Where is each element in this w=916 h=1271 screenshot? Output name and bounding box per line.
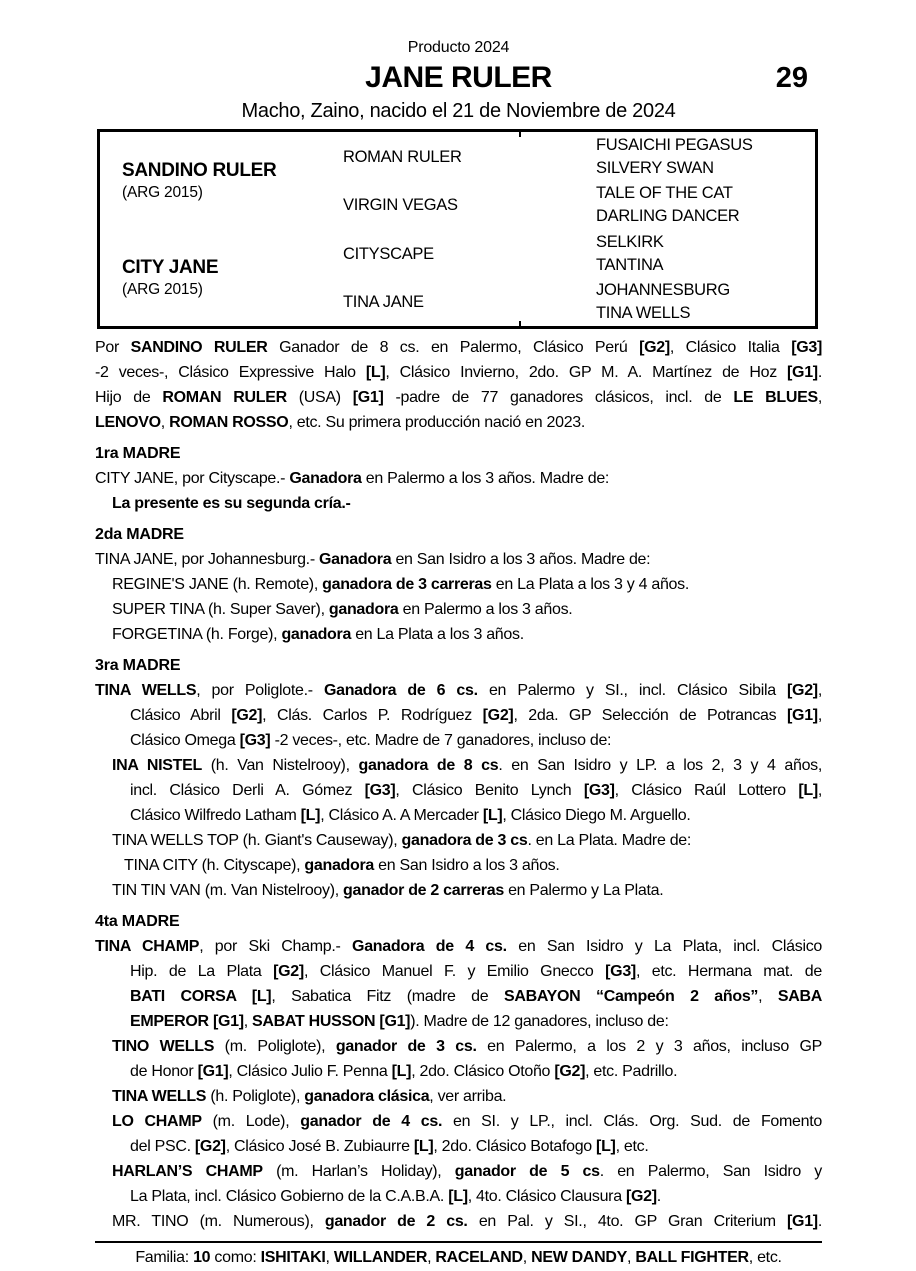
text-line bbox=[95, 360, 822, 385]
paragraph bbox=[95, 678, 822, 753]
great-grandparent-name: TALE OF THE CAT bbox=[596, 184, 733, 202]
text: , bbox=[243, 1013, 253, 1030]
bold-text: ROMAN ROSSO bbox=[169, 414, 289, 431]
paragraph bbox=[95, 547, 822, 647]
text-line bbox=[130, 984, 822, 1009]
family-line bbox=[95, 1245, 822, 1271]
great-grandparents bbox=[596, 278, 815, 326]
text: Hip. de La Plata bbox=[130, 963, 274, 980]
bold-text: [G2] bbox=[273, 963, 304, 980]
text: , Clásico Manuel F. y Emilio Gnecco bbox=[303, 963, 606, 980]
page-number: 29 bbox=[775, 62, 808, 94]
bold-text: Ganadora de 4 cs. bbox=[352, 938, 507, 955]
bold-text: LE BLUES bbox=[733, 389, 818, 406]
text: MR. TINO (m. Numerous), bbox=[112, 1213, 325, 1230]
bold-text: [G3] bbox=[239, 732, 271, 749]
text: en La Plata a los 3 y 4 años. bbox=[491, 576, 689, 593]
table-column-tick bbox=[519, 132, 521, 137]
text: como: bbox=[210, 1249, 261, 1266]
text: CITY JANE, por Cityscape.- bbox=[95, 470, 290, 487]
bold-text: TINO WELLS bbox=[112, 1038, 215, 1055]
text: en San Isidro a los 3 años. Madre de: bbox=[391, 551, 651, 568]
text-line bbox=[95, 678, 822, 703]
bold-text: [L] bbox=[391, 1063, 412, 1080]
bold-text: ganador de 2 carreras bbox=[343, 882, 504, 899]
text-line bbox=[130, 1009, 822, 1034]
bold-text: TINA WELLS bbox=[95, 682, 197, 699]
bold-text: LO CHAMP bbox=[112, 1113, 202, 1130]
text: , bbox=[817, 782, 822, 799]
great-grandparent-name: SILVERY SWAN bbox=[596, 159, 714, 177]
bold-text: WILLANDER bbox=[333, 1249, 428, 1266]
text: del PSC. bbox=[130, 1138, 195, 1155]
granddam-name: TINA JANE bbox=[343, 292, 424, 311]
text: , 2da. GP Selección de Potrancas bbox=[513, 707, 788, 724]
bold-text: SANDINO RULER bbox=[130, 339, 268, 356]
horse-description: Macho, Zaino, nacido el 21 de Noviembre de 2024 bbox=[241, 100, 676, 122]
section-heading: 2da MADRE bbox=[95, 526, 184, 543]
text: , etc. Padrillo. bbox=[585, 1063, 678, 1080]
dam-row bbox=[100, 229, 815, 326]
bold-text: [G1] bbox=[787, 1213, 818, 1230]
text: , etc. bbox=[615, 1138, 649, 1155]
text: en Palermo a los 3 años. bbox=[398, 601, 573, 618]
dam-origin: (ARG 2015) bbox=[122, 281, 203, 298]
page-content bbox=[95, 0, 822, 1271]
text: Clásico Wilfredo Latham bbox=[130, 807, 301, 824]
text-line bbox=[112, 597, 822, 622]
bold-text: SABAYON “Campeón 2 años” bbox=[503, 988, 759, 1005]
text-line bbox=[130, 778, 822, 803]
paragraph bbox=[95, 1109, 822, 1159]
text: , ver arriba. bbox=[429, 1088, 507, 1105]
sire-row bbox=[100, 132, 815, 229]
bold-text: INA NISTEL bbox=[112, 757, 202, 774]
bold-text: [G3] bbox=[605, 963, 636, 980]
text: , 4to. Clásico Clausura bbox=[467, 1188, 626, 1205]
paragraph bbox=[95, 1084, 822, 1109]
great-grandparent-name: SELKIRK bbox=[596, 233, 664, 251]
text-line bbox=[112, 1209, 822, 1234]
bold-text: HARLAN’S CHAMP bbox=[112, 1163, 263, 1180]
paragraph bbox=[95, 466, 822, 516]
text: TINA WELLS TOP (h. Giant's Causeway), bbox=[112, 832, 402, 849]
great-grandparent-name: JOHANNESBURG bbox=[596, 281, 730, 299]
text: , bbox=[427, 1249, 436, 1266]
text: , Clásico Invierno, 2do. GP M. A. Martínez de Hoz bbox=[385, 364, 788, 381]
bold-text: ganador de 2 cs. bbox=[324, 1213, 468, 1230]
text: . bbox=[656, 1188, 661, 1205]
paragraph bbox=[95, 1034, 822, 1084]
paragraph bbox=[95, 335, 822, 435]
text-line bbox=[112, 572, 822, 597]
great-grandparent-name: FUSAICHI PEGASUS bbox=[596, 136, 753, 154]
paragraph bbox=[95, 1159, 822, 1209]
text: Clásico Abril bbox=[130, 707, 232, 724]
text-line bbox=[112, 753, 822, 778]
text: , Clásico Julio F. Penna bbox=[228, 1063, 392, 1080]
text-line bbox=[124, 853, 822, 878]
text: , Clásico Italia bbox=[669, 339, 792, 356]
bold-text: [G3] bbox=[791, 339, 822, 356]
bold-text: NEW DANDY bbox=[531, 1249, 628, 1266]
text-line bbox=[130, 1059, 822, 1084]
bold-text: [G3] bbox=[583, 782, 615, 799]
producto-label: Producto 2024 bbox=[407, 39, 510, 56]
great-grandparents bbox=[596, 133, 815, 181]
dam-cell bbox=[100, 230, 343, 326]
text-line bbox=[130, 1184, 822, 1209]
great-grandparents bbox=[596, 181, 815, 229]
text: -padre de 77 ganadores clásicos, incl. de bbox=[383, 389, 734, 406]
bold-text: [G2] bbox=[231, 707, 263, 724]
paragraph bbox=[95, 934, 822, 1034]
section-heading: 4ta MADRE bbox=[95, 913, 180, 930]
great-grandparent-name: TINA WELLS bbox=[596, 304, 691, 322]
text: FORGETINA (h. Forge), bbox=[112, 626, 282, 643]
dam-name: CITY JANE bbox=[122, 257, 219, 278]
text-line bbox=[112, 828, 822, 853]
paragraph bbox=[95, 828, 822, 903]
text: , Clásico Diego M. Arguello. bbox=[502, 807, 691, 824]
bold-text: [G1] bbox=[352, 389, 384, 406]
bold-text: 10 bbox=[193, 1249, 211, 1266]
pedigree-table bbox=[97, 129, 818, 329]
bold-text: ganador de 3 cs. bbox=[335, 1038, 477, 1055]
text: TINA CITY (h. Cityscape), bbox=[124, 857, 305, 874]
sire-cell bbox=[100, 133, 343, 229]
text: en La Plata a los 3 años. bbox=[351, 626, 524, 643]
bold-text: Ganadora de 6 cs. bbox=[323, 682, 478, 699]
bold-text: [G2] bbox=[482, 707, 514, 724]
great-grandparents bbox=[596, 230, 815, 278]
text: , etc. Su primera producción nació en 2023. bbox=[288, 414, 586, 431]
text: Hijo de bbox=[95, 389, 163, 406]
text: Familia: bbox=[135, 1249, 194, 1266]
bold-text: ganadora bbox=[281, 626, 352, 643]
text: Por bbox=[95, 339, 131, 356]
great-grandparent-name: DARLING DANCER bbox=[596, 207, 740, 225]
sire-name: SANDINO RULER bbox=[122, 160, 277, 181]
text: en Palermo, a los 2 y 3 años, incluso GP bbox=[476, 1038, 822, 1055]
footer-rule bbox=[95, 1241, 822, 1243]
bold-text: ISHITAKI bbox=[260, 1249, 326, 1266]
text: , Clásico Raúl Lottero bbox=[614, 782, 799, 799]
great-grandparent-name: TANTINA bbox=[596, 256, 664, 274]
text: , bbox=[627, 1249, 636, 1266]
text: La Plata, incl. Clásico Gobierno de la C.A.B.A. bbox=[130, 1188, 449, 1205]
text: SUPER TINA (h. Super Saver), bbox=[112, 601, 329, 618]
grandsire-name: CITYSCAPE bbox=[343, 244, 434, 263]
text: Clásico Omega bbox=[130, 732, 240, 749]
text: , 2do. Clásico Otoño bbox=[411, 1063, 555, 1080]
section-heading: 1ra MADRE bbox=[95, 445, 181, 462]
text: , bbox=[758, 988, 778, 1005]
bold-text: ganadora clásica bbox=[304, 1088, 430, 1105]
bold-text: BATI CORSA [L] bbox=[130, 988, 272, 1005]
text-line bbox=[95, 547, 822, 572]
text: en Pal. y SI., 4to. GP Gran Criterium bbox=[467, 1213, 788, 1230]
bold-text: [L] bbox=[596, 1138, 616, 1155]
text: Ganador de 8 cs. en Palermo, Clásico Perú bbox=[267, 339, 640, 356]
text: , bbox=[522, 1249, 532, 1266]
paragraph bbox=[95, 1209, 822, 1234]
text: , por Ski Champ.- bbox=[199, 938, 353, 955]
bold-text: La presente es su segunda cría.- bbox=[112, 495, 351, 512]
text: de Honor bbox=[130, 1063, 198, 1080]
text-line bbox=[112, 1034, 822, 1059]
text: en Palermo y SI., incl. Clásico Sibila bbox=[477, 682, 788, 699]
text: en Palermo y La Plata. bbox=[503, 882, 664, 899]
bold-text: BALL FIGHTER bbox=[635, 1249, 749, 1266]
text-line bbox=[112, 491, 822, 516]
bold-text: ROMAN RULER bbox=[162, 389, 287, 406]
bold-text: RACELAND bbox=[435, 1249, 523, 1266]
text: , Clásico A. A Mercader bbox=[320, 807, 483, 824]
text: , Clás. Carlos P. Rodríguez bbox=[262, 707, 483, 724]
text-line bbox=[112, 878, 822, 903]
bold-text: [G1] bbox=[787, 707, 818, 724]
text: incl. Clásico Derli A. Gómez bbox=[130, 782, 365, 799]
text-line bbox=[95, 385, 822, 410]
text: , etc. bbox=[748, 1249, 782, 1266]
bold-text: EMPEROR [G1] bbox=[130, 1013, 244, 1030]
bold-text: [L] bbox=[482, 807, 503, 824]
bold-text: [G2] bbox=[787, 682, 818, 699]
text: (m. Poliglote), bbox=[214, 1038, 336, 1055]
text: , por Poliglote.- bbox=[196, 682, 324, 699]
text-line bbox=[95, 335, 822, 360]
bold-text: [L] bbox=[798, 782, 818, 799]
bold-text: [L] bbox=[413, 1138, 434, 1155]
text-line bbox=[130, 728, 822, 753]
bold-text: ganadora de 3 cs bbox=[401, 832, 528, 849]
text: , bbox=[817, 707, 822, 724]
paragraph bbox=[95, 753, 822, 828]
bold-text: [G2] bbox=[194, 1138, 226, 1155]
text: . en San Isidro y LP. a los 2, 3 y 4 años, bbox=[498, 757, 823, 774]
bold-text: [G1] bbox=[197, 1063, 229, 1080]
granddam-name: VIRGIN VEGAS bbox=[343, 195, 458, 214]
text: -2 veces-, Clásico Expressive Halo bbox=[95, 364, 366, 381]
text-line bbox=[95, 410, 822, 435]
text-line bbox=[130, 959, 822, 984]
text: (h. Van Nistelrooy), bbox=[201, 757, 359, 774]
bold-text: SABA bbox=[777, 988, 823, 1005]
text: (m. Harlan’s Holiday), bbox=[262, 1163, 455, 1180]
text: ). Madre de 12 ganadores, incluso de: bbox=[410, 1013, 669, 1030]
bold-text: ganadora bbox=[328, 601, 399, 618]
text: (h. Poliglote), bbox=[206, 1088, 305, 1105]
bold-text: LENOVO bbox=[95, 414, 161, 431]
text: REGINE'S JANE (h. Remote), bbox=[112, 576, 323, 593]
text: . en Palermo, San Isidro y bbox=[599, 1163, 822, 1180]
bold-text: [G3] bbox=[364, 782, 396, 799]
text: (USA) bbox=[286, 389, 353, 406]
text: , Clásico Benito Lynch bbox=[395, 782, 584, 799]
text: , Sabatica Fitz (madre de bbox=[271, 988, 504, 1005]
text: en SI. y LP., incl. Clás. Org. Sud. de Fomento bbox=[442, 1113, 822, 1130]
text: . bbox=[817, 1213, 822, 1230]
bold-text: [L] bbox=[300, 807, 321, 824]
bold-text: TINA CHAMP bbox=[95, 938, 200, 955]
bold-text: Ganadora bbox=[319, 551, 392, 568]
bold-text: [L] bbox=[365, 364, 386, 381]
text: . bbox=[817, 364, 822, 381]
bold-text: [G1] bbox=[787, 364, 818, 381]
bold-text: TINA WELLS bbox=[112, 1088, 207, 1105]
text: , Clásico José B. Zubiaurre bbox=[225, 1138, 414, 1155]
text: (m. Lode), bbox=[201, 1113, 301, 1130]
pedigree-notes bbox=[95, 335, 822, 1234]
text-line bbox=[130, 803, 822, 828]
text: , bbox=[817, 389, 822, 406]
text-line bbox=[112, 1084, 822, 1109]
text: en San Isidro a los 3 años. bbox=[374, 857, 560, 874]
grandsire-name: ROMAN RULER bbox=[343, 147, 462, 166]
text: TIN TIN VAN (m. Van Nistelrooy), bbox=[112, 882, 344, 899]
bold-text: ganador de 5 cs bbox=[454, 1163, 600, 1180]
text: en San Isidro y La Plata, incl. Clásico bbox=[506, 938, 822, 955]
bold-text: ganadora bbox=[304, 857, 375, 874]
page-title: JANE RULER bbox=[365, 61, 552, 94]
text: en Palermo a los 3 años. Madre de: bbox=[361, 470, 610, 487]
bold-text: SABAT HUSSON [G1] bbox=[252, 1013, 411, 1030]
text: , bbox=[325, 1249, 334, 1266]
text-line bbox=[112, 1159, 822, 1184]
text: , bbox=[817, 682, 822, 699]
sire-origin: (ARG 2015) bbox=[122, 184, 203, 201]
title-row bbox=[95, 61, 822, 97]
text: TINA JANE, por Johannesburg.- bbox=[95, 551, 320, 568]
text: . en La Plata. Madre de: bbox=[527, 832, 692, 849]
text-line bbox=[130, 1134, 822, 1159]
text: -2 veces-, etc. Madre de 7 ganadores, incluso de: bbox=[270, 732, 612, 749]
bold-text: [G2] bbox=[625, 1188, 657, 1205]
text-line bbox=[95, 934, 822, 959]
text-line bbox=[95, 466, 822, 491]
text: , bbox=[160, 414, 170, 431]
bold-text: ganador de 4 cs. bbox=[300, 1113, 443, 1130]
bold-text: [G2] bbox=[639, 339, 670, 356]
text-line bbox=[130, 703, 822, 728]
text: , 2do. Clásico Botafogo bbox=[433, 1138, 597, 1155]
bold-text: Ganadora bbox=[289, 470, 362, 487]
bold-text: [G2] bbox=[554, 1063, 586, 1080]
section-heading: 3ra MADRE bbox=[95, 657, 181, 674]
bold-text: ganadora de 3 carreras bbox=[322, 576, 492, 593]
text-line bbox=[112, 1109, 822, 1134]
text: , etc. Hermana mat. de bbox=[635, 963, 823, 980]
bold-text: ganadora de 8 cs bbox=[358, 757, 499, 774]
bold-text: [L] bbox=[448, 1188, 468, 1205]
text-line bbox=[112, 622, 822, 647]
table-column-tick bbox=[519, 321, 521, 326]
